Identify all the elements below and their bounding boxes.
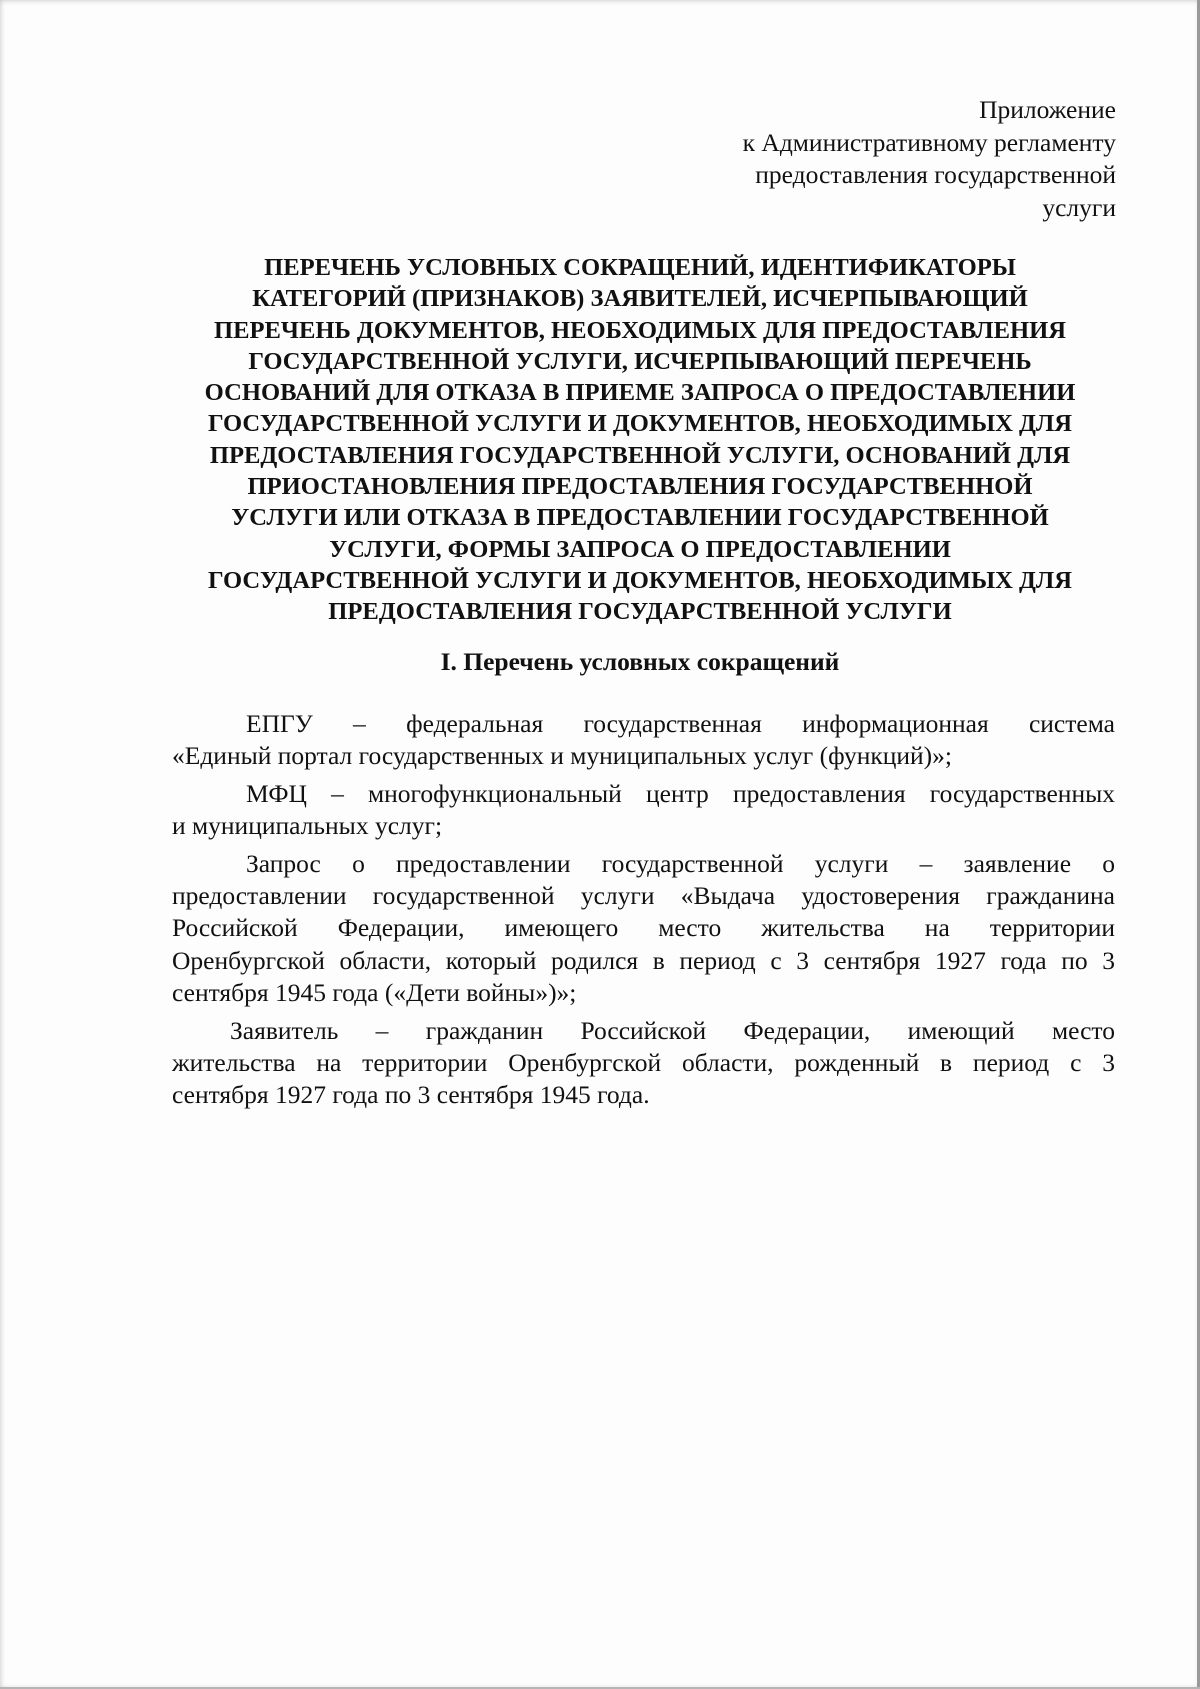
paragraph-line: МФЦ – многофункциональный центр предоставления государственных [246,778,1115,808]
appendix-line: Приложение [979,95,1116,124]
title-line: ГОСУДАРСТВЕННОЙ УСЛУГИ, ИСЧЕРПЫВАЮЩИЙ ПЕРЕЧЕНЬ [248,347,1032,375]
paragraph-epgu [172,708,1115,773]
paragraph-line: сентября 1927 года по 3 сентября 1945 года. [172,1080,650,1110]
paragraph-line: Оренбургской области, который родился в период с 3 сентября 1927 года по 3 [172,945,1115,975]
paragraph-line: и муниципальных услуг; [172,811,443,841]
title-line: ГОСУДАРСТВЕННОЙ УСЛУГИ И ДОКУМЕНТОВ, НЕОБХОДИМЫХ ДЛЯ [207,410,1073,438]
paragraph-line: Заявитель – гражданин Российской Федерации, имеющий место [230,1015,1115,1045]
title-line: ПЕРЕЧЕНЬ ДОКУМЕНТОВ, НЕОБХОДИМЫХ ДЛЯ ПРЕДОСТАВЛЕНИЯ [213,316,1067,344]
title-line: КАТЕГОРИЙ (ПРИЗНАКОВ) ЗАЯВИТЕЛЕЙ, ИСЧЕРПЫВАЮЩИЙ [252,285,1028,313]
paragraph-line: Российской Федерации, имеющего место жительства на территории [172,913,1115,943]
appendix-line: предоставления государственной [755,160,1116,190]
paragraph-request [172,848,1115,1010]
appendix-note [556,94,1116,225]
title-line: ПРЕДОСТАВЛЕНИЯ ГОСУДАРСТВЕННОЙ УСЛУГИ, ОСНОВАНИЙ ДЛЯ [209,441,1071,469]
paragraph-line: сентября 1945 года («Дети войны»)»; [172,978,577,1008]
title-line: ПЕРЕЧЕНЬ УСЛОВНЫХ СОКРАЩЕНИЙ, ИДЕНТИФИКАТОРЫ [264,254,1016,281]
abbreviations-list [172,708,1115,1112]
section-heading: I. Перечень условных сокращений [440,647,840,676]
appendix-line: к Административному регламенту [742,127,1116,157]
paragraph-applicant [172,1015,1115,1112]
paragraph-line: «Единый портал государственных и муниципальных услуг (функций)»; [172,741,953,771]
title-line: ПРИОСТАНОВЛЕНИЯ ПРЕДОСТАВЛЕНИЯ ГОСУДАРСТВЕННОЙ [247,473,1033,501]
paragraph-line: Запрос о предоставлении государственной услуги – заявление о [246,848,1115,878]
document-title [160,252,1120,628]
paragraph-line: ЕПГУ – федеральная государственная информационная система [246,709,1115,738]
title-line: ОСНОВАНИЙ ДЛЯ ОТКАЗА В ПРИЕМЕ ЗАПРОСА О ПРЕДОСТАВЛЕНИИ [204,379,1076,407]
paragraph-line: жительства на территории Оренбургской области, рожденный в период с 3 [172,1048,1115,1078]
title-line: УСЛУГИ ИЛИ ОТКАЗА В ПРЕДОСТАВЛЕНИИ ГОСУДАРСТВЕННОЙ [231,504,1049,532]
title-line: УСЛУГИ, ФОРМЫ ЗАПРОСА О ПРЕДОСТАВЛЕНИИ [329,535,951,563]
paragraph-line: предоставлении государственной услуги «Выдача удостоверения гражданина [172,881,1115,911]
title-line: ГОСУДАРСТВЕННОЙ УСЛУГИ И ДОКУМЕНТОВ, НЕОБХОДИМЫХ ДЛЯ [207,566,1073,594]
title-line: ПРЕДОСТАВЛЕНИЯ ГОСУДАРСТВЕННОЙ УСЛУГИ [328,598,952,626]
appendix-line: услуги [1042,193,1116,223]
paragraph-mfc [172,778,1115,843]
